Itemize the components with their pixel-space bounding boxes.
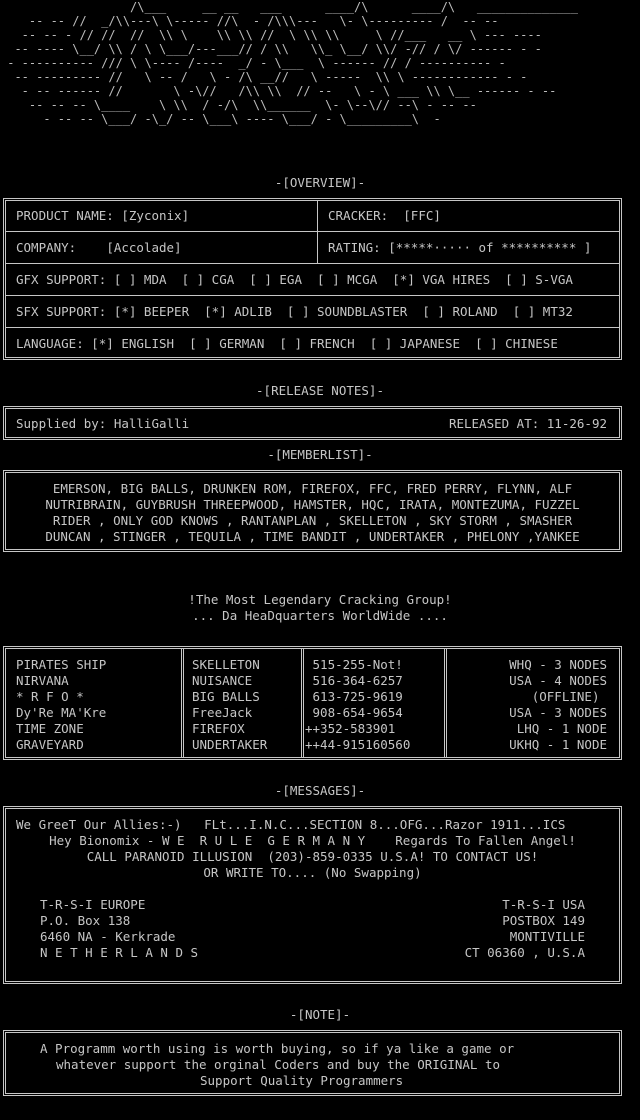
memberlist-box [3,470,622,552]
product-row [16,208,189,224]
release-header: -[RELEASE NOTES]- [256,383,384,398]
logo-line: -- -- // _/\\---\ \----- //\ - /\\\--- \- \--------- / -- -- [0,14,499,28]
address-line: P.O. Box 138 [40,913,131,928]
note-header: -[NOTE]- [289,1007,351,1022]
logo-line: -- --------- // \ -- / \ - /\ __// \ ----- \\ \ ------------ - - [0,70,528,84]
logo-line: - -- ------ // \ -\// /\\ \\ // -- \ - \ ___ \\ \__ ------ - -- [0,84,557,98]
board-sysop: FreeJack [192,705,253,720]
board-sysop: UNDERTAKER [192,737,268,752]
greets-line: We GreeT Our Allies:-) FLt...I.N.C...SECTION 8...OFG...Razor 1911...ICS [16,817,566,832]
member-line: DUNCAN , STINGER , TEQUILA , TIME BANDIT , UNDERTAKER , PHELONY ,YANKEE [45,529,580,544]
divider [301,649,304,757]
logo-line: - -- -- \___/ -\_/ -- \___\ ---- \___/ - \_________\ - [0,112,441,126]
product-value: [Zyconix] [121,208,190,223]
company-value: [Accolade] [106,240,182,255]
address-line: POSTBOX 149 [502,913,585,928]
language-support: LANGUAGE: [*] ENGLISH [ ] GERMAN [ ] FRENCH [ ] JAPANESE [ ] CHINESE [16,336,558,351]
board-name: TIME ZONE [16,721,84,736]
divider [6,295,619,296]
overview-header: -[OVERVIEW]- [274,175,366,190]
board-sysop: NUISANCE [192,673,253,688]
messages-header: -[MESSAGES]- [274,783,366,798]
released-at: RELEASED AT: 11-26-92 [448,416,607,431]
board-phones [305,657,410,753]
board-phone: 908-654-9654 [305,705,403,720]
address-line: N E T H E R L A N D S [40,945,199,960]
product-label: PRODUCT NAME: [16,208,114,223]
company-label: COMPANY: [16,240,77,255]
board-phone: 613-725-9619 [305,689,403,704]
board-name: Dy'Re MA'Kre [16,705,107,720]
board-name: NIRVANA [16,673,69,688]
logo-line: -- -- -- \____ \ \\ / -/\ \\______ \- \--\// --\ - -- -- [0,98,477,112]
divider [181,649,184,757]
boards-box [3,646,622,760]
board-sysop: SKELLETON [192,657,260,672]
board-name: PIRATES SHIP [16,657,107,672]
cracker-row [328,208,441,224]
overview-box [3,198,622,360]
board-name: * R F O * [16,689,84,704]
divider [6,231,619,232]
germany-line: Hey Bionomix - W E R U L E G E R M A N Y Regards To Fallen Angel! [49,833,576,848]
ascii-logo [0,0,640,150]
release-box [3,406,622,440]
slogan-line: !The Most Legendary Cracking Group! [188,592,452,607]
note-line: A Programm worth using is worth buying, so if ya like a game or [40,1041,515,1056]
rating-value: [*****····· of ********** ] [388,240,592,255]
address-line: 6460 NA - Kerkrade [40,929,176,944]
write-line: OR WRITE TO.... (No Swapping) [203,865,422,880]
board-names [16,657,106,753]
board-status-item: USA - 4 NODES [509,673,607,688]
member-line: EMERSON, BIG BALLS, DRUNKEN ROM, FIREFOX, FFC, FRED PERRY, FLYNN, ALF [52,481,573,496]
rating-label: RATING: [328,240,381,255]
note-box [3,1030,622,1096]
board-phone: 516-364-6257 [305,673,403,688]
board-sysop: FIREFOX [192,721,245,736]
memberlist-header: -[MEMBERLIST]- [267,447,373,462]
cracker-label: CRACKER: [328,208,389,223]
company-row [16,240,182,256]
divider [6,263,619,264]
logo-line: -- ---- \__/ \\ / \ \___/---___// / \\ \\_ \__/ \\/ -// / \/ ------ - - [0,42,542,56]
divider [317,201,318,263]
address-line: T-R-S-I USA [502,897,585,912]
member-line: NUTRIBRAIN, GUYBRUSH THREEPWOOD, HAMSTER, HQC, IRATA, MONTEZUMA, FUZZEL [45,497,580,512]
divider [444,649,447,757]
cracker-value: [FFC] [403,208,441,223]
note-line: Support Quality Programmers [200,1073,404,1088]
note-line: whatever support the orginal Coders and buy the ORIGINAL to [56,1057,501,1072]
logo-line: -- -- - // // // \\ \ \\ \\ // \ \\ \\ \ //___ __ \ --- ---- [0,28,542,42]
member-line: RIDER , ONLY GOD KNOWS , RANTANPLAN , SKELLETON , SKY STORM , SMASHER [52,513,573,528]
board-status-item: (OFFLINE) [531,689,607,704]
board-phone: ++352-583901 [305,721,396,736]
address-line: CT 06360 , U.S.A [464,945,585,960]
board-status-item: LHQ - 1 NODE [516,721,607,736]
divider [6,327,619,328]
board-status-item: UKHQ - 1 NODE [509,737,607,752]
logo-line: - ---------- /// \ \---- /---- _/ - \___ \ ------ // / ---------- - [0,56,506,70]
board-status [509,657,607,753]
address-europe [40,897,198,961]
board-sysop: BIG BALLS [192,689,260,704]
board-phone: 515-255-Not! [305,657,403,672]
messages-box [3,806,622,984]
rating-row [328,240,591,256]
logo-line: /\___ __ __ ___ ____/\ ____/\ ______________ [0,0,578,14]
board-status-item: WHQ - 3 NODES [509,657,607,672]
board-phone: ++44-915160560 [305,737,411,752]
gfx-support: GFX SUPPORT: [ ] MDA [ ] CGA [ ] EGA [ ] MCGA [*] VGA HIRES [ ] S-VGA [16,272,573,287]
address-line: MONTIVILLE [509,929,585,944]
slogan-line: ... Da HeaDquarters WorldWide .... [192,608,448,623]
contact-line: CALL PARANOID ILLUSION (203)-859-0335 U.S.A! TO CONTACT US! [86,849,539,864]
board-sysops [192,657,267,753]
address-line: T-R-S-I EUROPE [40,897,146,912]
board-status-item: USA - 3 NODES [509,705,607,720]
board-name: GRAVEYARD [16,737,84,752]
sfx-support: SFX SUPPORT: [*] BEEPER [*] ADLIB [ ] SOUNDBLASTER [ ] ROLAND [ ] MT32 [16,304,573,319]
supplied-by: Supplied by: HalliGalli [16,416,190,431]
address-usa [465,897,585,961]
